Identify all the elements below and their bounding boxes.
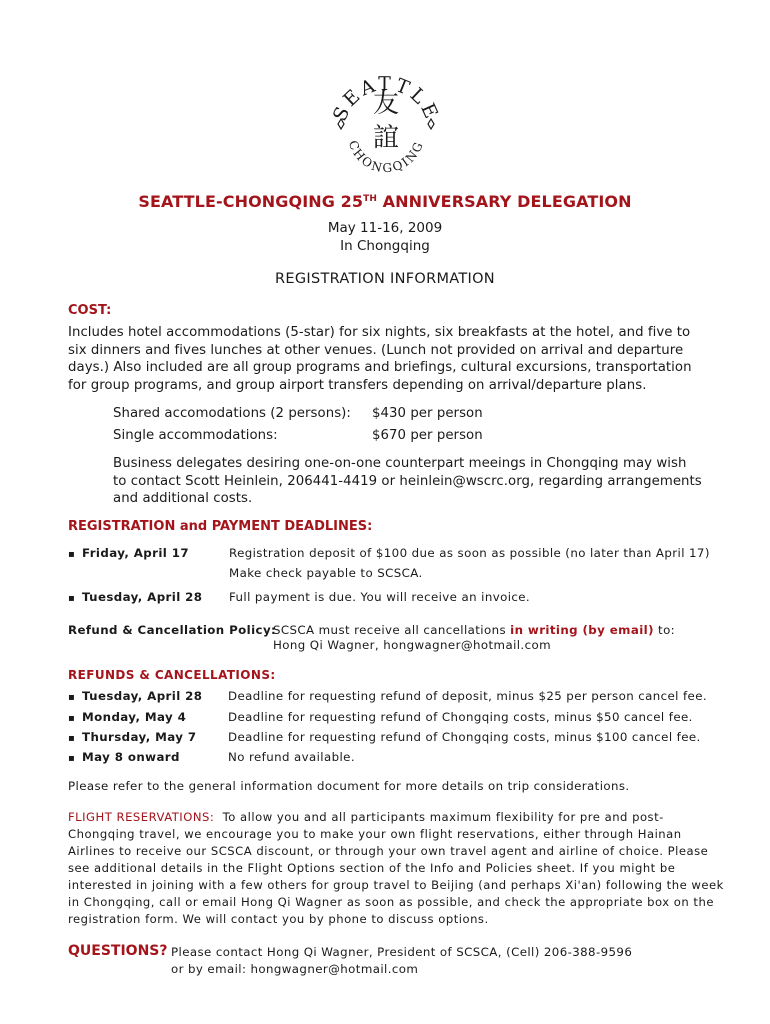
questions-email: or by email: hongwagner@hotmail.com	[171, 962, 419, 976]
price-shared-label: Shared accomodations (2 persons):	[113, 406, 351, 421]
refund-text: No refund available.	[228, 750, 355, 764]
flight-reservations: FLIGHT RESERVATIONS: To allow you and all participants maximum flexibility for pre and post- Chongqing travel, we encourage you to make your own flight reservations, either through Hainan Airlines to receive our SCSCA discount, or through your own travel agent and airline of choice. Please see additional details in the Flight Options section of the Info and Policies sheet. If you might be interested in joining with a few others for group travel to Beijing (and perhaps Xi'an) following the week in Chongqing, call or email Hong Qi Wagner as soon as possible, and check the appropriate box on the registration form. We will contact you by phone to discuss options.	[68, 810, 724, 926]
deadline-text: Registration deposit of $100 due as soon as possible (no later than April 17)	[229, 546, 710, 560]
refund-text: Deadline for requesting refund of Chongqing costs, minus $100 cancel fee.	[228, 730, 701, 744]
refunds-heading: REFUNDS & CANCELLATIONS:	[68, 668, 276, 682]
refund-date: ▪ Thursday, May 7	[68, 730, 196, 744]
business-delegates-note: Business delegates desiring one-on-one counterpart meeings in Chongqing may wish to contact Scott Heinlein, 206441-4419 or heinlein@wscrc.org, regarding arrangements and additional costs.	[113, 456, 702, 506]
questions-label: QUESTIONS?	[68, 943, 168, 959]
deadline-date: ▪ Tuesday, April 28	[68, 590, 202, 604]
deadlines-heading: REGISTRATION and PAYMENT DEADLINES:	[68, 519, 373, 534]
refund-text: Deadline for requesting refund of deposit, minus $25 per person cancel fee.	[228, 689, 708, 703]
policy-contact: Hong Qi Wagner, hongwagner@hotmail.com	[273, 638, 551, 652]
price-shared-value: $430 per person	[372, 406, 483, 421]
cost-description: Includes hotel accommodations (5-star) for six nights, six breakfasts at the hotel, and five to six dinners and fives lunches at other venues. (Lunch not provided on arrival and departure days.) Also included are all group programs and briefings, cultural excursions, transportation for group programs, and group airport transfers depending on arrival/departure plans.	[68, 325, 692, 393]
refund-date: ▪ Tuesday, April 28	[68, 689, 202, 703]
event-dates: May 11-16, 2009	[327, 220, 443, 236]
policy-text: SCSCA must receive all cancellations in writing (by email) to:	[273, 623, 676, 637]
delegation-title: SEATTLE-CHONGQING 25TH ANNIVERSARY DELEGATION	[138, 192, 632, 211]
deadline-text: Full payment is due. You will receive an invoice.	[229, 590, 531, 604]
refund-date: ▪ May 8 onward	[68, 750, 180, 764]
price-single-label: Single accommodations:	[113, 428, 278, 443]
logo-bottom-text: CHONGQING	[345, 138, 427, 176]
event-location: In Chongqing	[340, 238, 430, 254]
policy-emphasis: in writing (by email)	[510, 623, 654, 637]
refund-text: Deadline for requesting refund of Chongqing costs, minus $50 cancel fee.	[228, 710, 693, 724]
policy-label: Refund & Cancellation Policy:	[68, 623, 277, 637]
logo-top-text: SEATTL	[330, 72, 433, 125]
logo-glyph-friend: 友	[372, 89, 400, 119]
flight-label: FLIGHT RESERVATIONS:	[68, 810, 215, 824]
price-single-value: $670 per person	[372, 428, 483, 443]
deadline-date: ▪ Friday, April 17	[68, 546, 189, 560]
refund-date: ▪ Monday, May 4	[68, 710, 186, 724]
section-title: REGISTRATION INFORMATION	[275, 271, 495, 287]
refer-note: Please refer to the general information document for more details on trip considerations.	[68, 779, 630, 793]
questions-contact: Please contact Hong Qi Wagner, President of SCSCA, (Cell) 206-388-9596	[171, 945, 633, 959]
deadline-text-2: Make check payable to SCSCA.	[229, 566, 423, 580]
cost-heading: COST:	[68, 303, 112, 318]
seattle-chongqing-logo	[330, 62, 440, 192]
logo-glyph-friendship: 誼	[372, 123, 400, 153]
